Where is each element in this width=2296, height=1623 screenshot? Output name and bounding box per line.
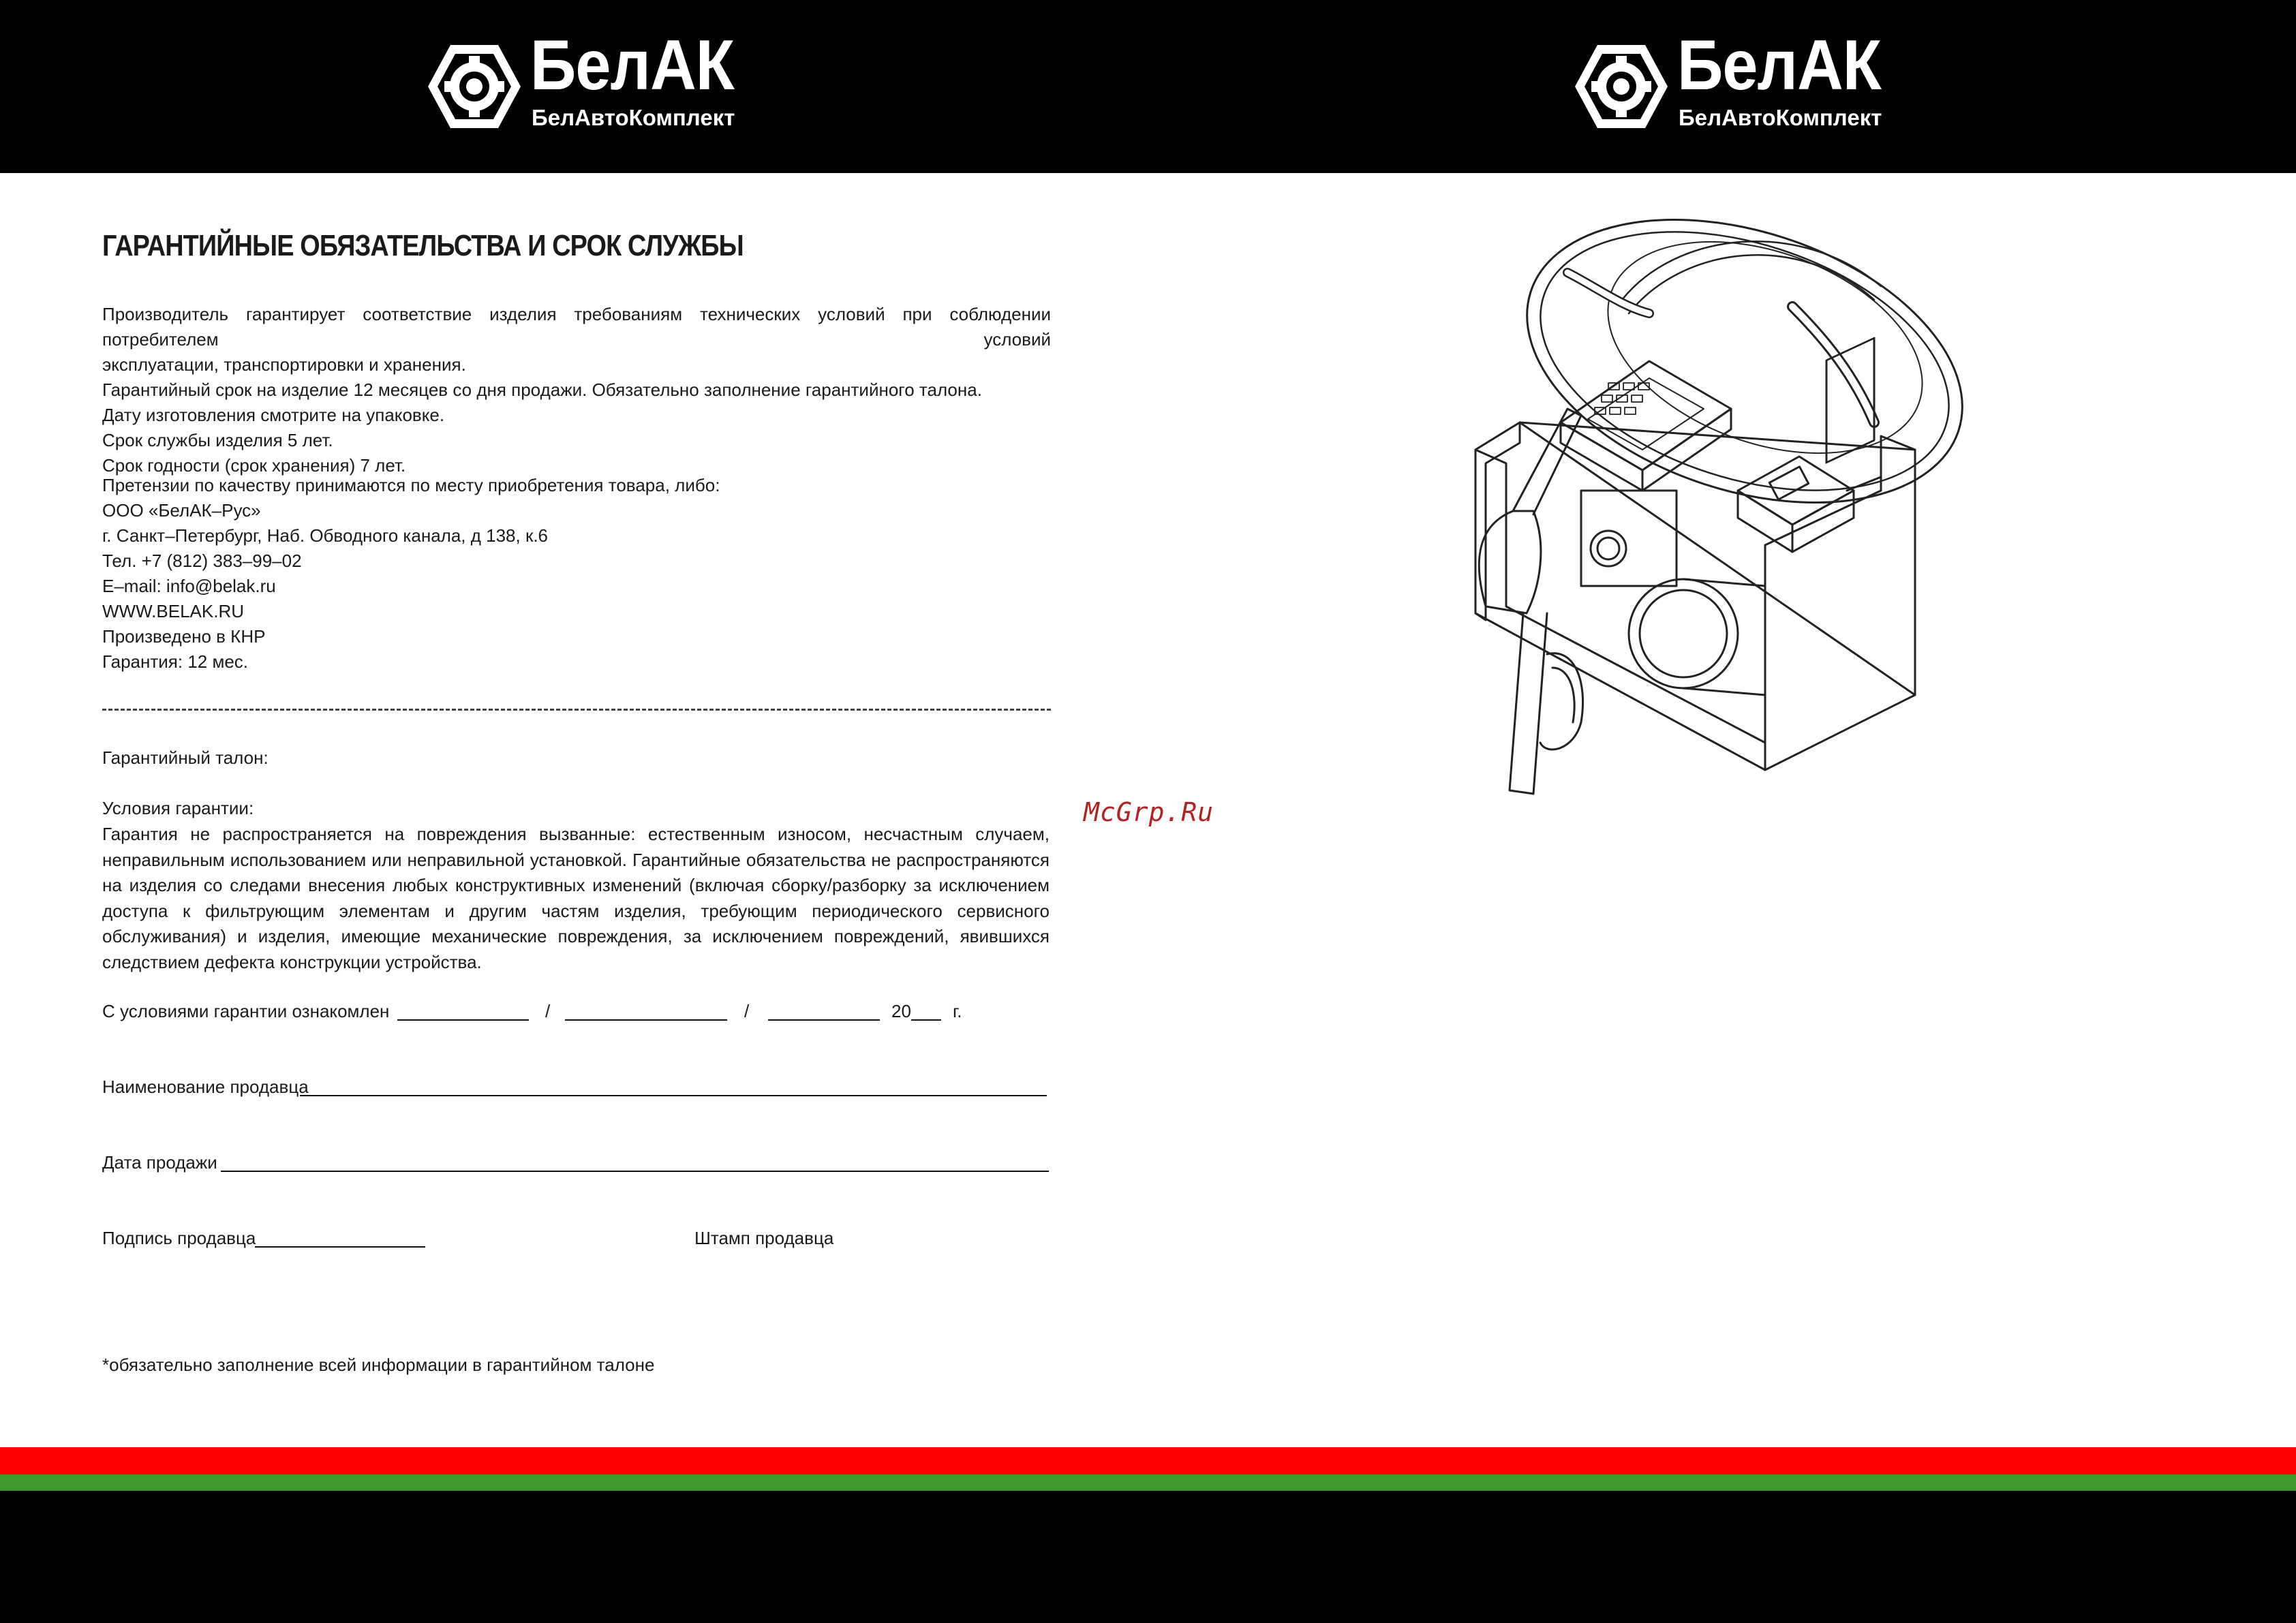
intro-line: Срок годности (срок хранения) 7 лет.: [102, 455, 406, 476]
date-blank[interactable]: [768, 1019, 880, 1021]
warranty-period: Гарантия: 12 мес.: [102, 651, 249, 672]
year-blank[interactable]: [911, 1019, 941, 1021]
fuel-pump-illustration: [1445, 204, 2017, 818]
page-title: ГАРАНТИЙНЫЕ ОБЯЗАТЕЛЬСТВА И СРОК СЛУЖБЫ: [102, 229, 744, 262]
slash-separator: /: [545, 1001, 551, 1021]
header-bar: [0, 0, 2296, 173]
company-address: г. Санкт–Петербург, Наб. Обводного канала, д 138, к.6: [102, 525, 549, 546]
company-website: WWW.BELAK.RU: [102, 601, 245, 621]
name-blank[interactable]: [565, 1019, 727, 1021]
seller-stamp-label: Штамп продавца: [694, 1228, 834, 1248]
slash-separator: /: [744, 1001, 750, 1021]
year-prefix: 20: [891, 1001, 911, 1021]
intro-line: эксплуатации, транспортировки и хранения.: [102, 354, 466, 375]
footer-green-stripe: [0, 1474, 2296, 1491]
coupon-heading: Гарантийный талон:: [102, 747, 269, 768]
cut-line-divider: [102, 709, 1051, 711]
intro-line: Дату изготовления смотрите на упаковке.: [102, 405, 445, 425]
contacts-block: [102, 473, 1051, 675]
intro-block: [102, 302, 1051, 478]
contacts-line: Претензии по качеству принимаются по месту приобретения товара, либо:: [102, 475, 720, 495]
intro-line: Производитель гарантирует соответствие изделия требованиям технических условий при соблюдении потребителем условий: [102, 304, 1051, 350]
signature-blank[interactable]: [397, 1019, 529, 1021]
sale-date-field[interactable]: [221, 1171, 1049, 1172]
seller-name-field[interactable]: [300, 1095, 1047, 1096]
seller-name-label: Наименование продавца: [102, 1077, 309, 1097]
logo-subtitle: БелАвтоКомплект: [532, 105, 735, 130]
sale-date-label: Дата продажи: [102, 1152, 217, 1173]
footnote: *обязательно заполнение всей информации в гарантийном талоне: [102, 1355, 655, 1375]
country-of-origin: Произведено в КНР: [102, 626, 266, 647]
footer-red-stripe: [0, 1447, 2296, 1474]
company-email: E–mail: info@belak.ru: [102, 576, 276, 596]
footer-bar: [0, 1491, 2296, 1623]
intro-line: Срок службы изделия 5 лет.: [102, 430, 333, 450]
conditions-label: Условия гарантии:: [102, 798, 254, 818]
gear-logo-icon: [1574, 42, 1669, 131]
conditions-text: Гарантия не распространяется на повреждения вызванные: естественным износом, несчастным случаем, неправильным использованием или неправильной установкой. Гарантийные обязательства не распространяются на изделия со следами внесения любых конструктивных изменений (включая сборку/разборку за исключением доступа к фильтрующим элементам и другим частям изделия, требующим периодического сервисного обслуживания) и изделия, имеющие механические повреждения, за исключением повреждений, явившихся следствием дефекта конструкции устройства.: [102, 824, 1050, 972]
belak-logo-right: [1574, 26, 1887, 135]
seller-signature-field[interactable]: [255, 1246, 425, 1248]
acquainted-label: С условиями гарантии ознакомлен: [102, 1001, 390, 1021]
year-suffix: г.: [953, 1001, 962, 1021]
seller-signature-label: Подпись продавца: [102, 1228, 256, 1248]
gear-logo-icon: [427, 42, 522, 131]
watermark-text: McGrp.Ru: [1084, 797, 1214, 827]
intro-line: Гарантийный срок на изделие 12 месяцев со дня продажи. Обязательно заполнение гарантийного талона.: [102, 380, 982, 400]
logo-brand-text: БелАК: [530, 26, 735, 105]
company-phone: Тел. +7 (812) 383–99–02: [102, 551, 302, 571]
logo-subtitle: БелАвтоКомплект: [1679, 105, 1882, 130]
belak-logo-left: [427, 26, 740, 135]
logo-brand-text: БелАК: [1677, 26, 1882, 105]
company-name: ООО «БелАК–Рус»: [102, 500, 261, 521]
